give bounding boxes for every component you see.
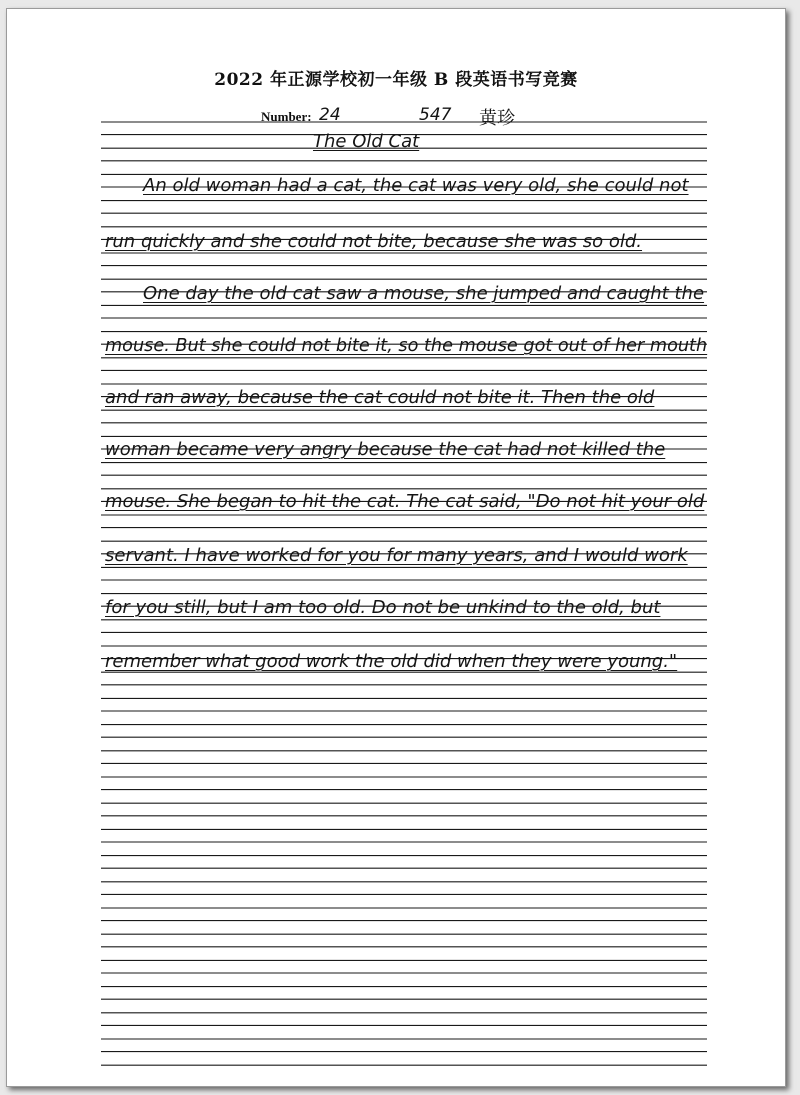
essay-line-3: One day the old cat saw a mouse, she jumped and caught the [143,283,705,304]
essay-line-5: and ran away, because the cat could not bite it. Then the old [105,387,655,408]
essay-line-9: for you still, but I am too old. Do not be unkind to the old, but [105,597,661,618]
essay-line-6: woman became very angry because the cat had not killed the [105,439,666,460]
essay-line-10: remember what good work the old did when they were young." [105,651,678,672]
essay-line-4: mouse. But she could not bite it, so the mouse got out of her mouth [105,335,708,356]
number-label: Number: [261,109,312,124]
competition-title: 2022 年正源学校初一年级 B 段英语书写竞赛 [214,70,578,90]
contestant-id: 547 [419,105,452,125]
essay-line-2: run quickly and she could not bite, because she was so old. [105,231,643,252]
answer-sheet [6,8,786,1087]
contestant-number: 24 [319,105,341,125]
essay-title: The Old Cat [313,131,420,152]
essay-line-1: An old woman had a cat, the cat was very old, she could not [143,175,689,196]
essay-line-7: mouse. She began to hit the cat. The cat said, "Do not hit your old [105,491,705,512]
student-name: 黄珍 [479,108,515,129]
essay-line-8: servant. I have worked for you for many years, and I would work [105,545,688,566]
